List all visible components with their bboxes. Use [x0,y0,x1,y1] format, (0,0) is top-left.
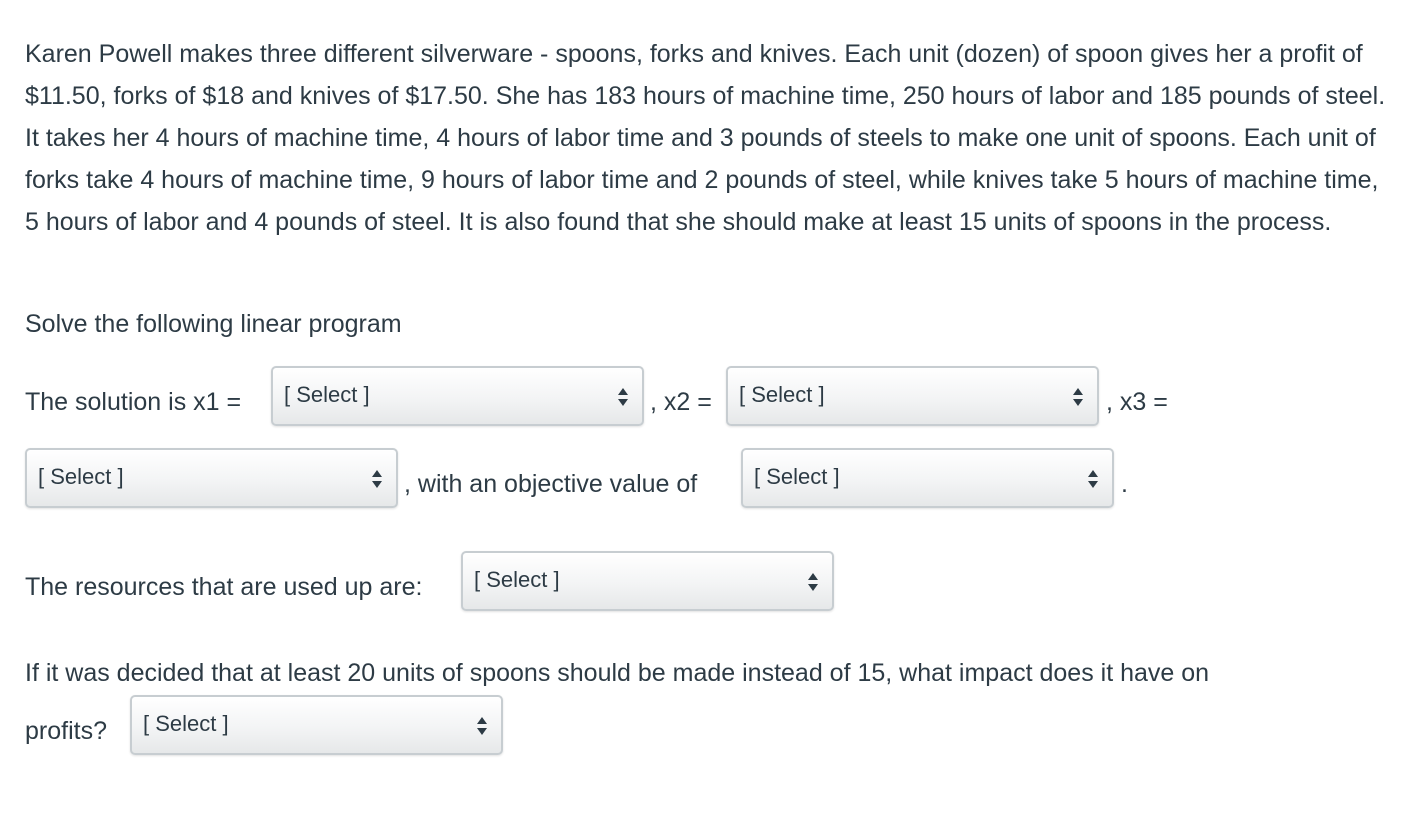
period-text: . [1121,470,1128,498]
up-down-arrows-icon [807,572,819,592]
objective-label: , with an objective value of [404,470,698,498]
resources-label: The resources that are used up are: [25,573,423,601]
up-down-arrows-icon [617,387,629,407]
up-down-arrows-icon [1087,469,1099,489]
x2-label: , x2 = [650,388,712,416]
up-down-arrows-icon [476,716,488,736]
objective-select-value: [ Select ] [754,464,840,489]
solution-prefix-label: The solution is x1 = [25,388,242,416]
objective-select[interactable] [741,448,1114,508]
resources-select[interactable] [461,551,834,611]
x2-select-value: [ Select ] [739,382,825,407]
up-down-arrows-icon [1072,387,1084,407]
impact-question-line2: profits? [25,717,107,745]
impact-select-value: [ Select ] [143,711,229,736]
impact-question-line1: If it was decided that at least 20 units of spoons should be made instead of 15, what impact does it have on [25,659,1210,687]
impact-select[interactable] [130,695,503,755]
x1-select-value: [ Select ] [284,382,370,407]
x3-select-value: [ Select ] [38,464,124,489]
up-down-arrows-icon [371,469,383,489]
x1-select[interactable] [271,366,644,426]
x2-select[interactable] [726,366,1099,426]
instruction-text: Solve the following linear program [25,310,402,338]
resources-select-value: [ Select ] [474,567,560,592]
question-paragraph: Karen Powell makes three different silverware - spoons, forks and knives. Each unit (dozen) of spoon gives her a profit of $11.50, forks of $18 and knives of $17.50. She has 183 hours of machine time, 250 hours of labor and 185 pounds of steel. It takes her 4 hours of machine time, 4 hours of labor time and 3 pounds of steels to make one unit of spoons. Each unit of forks take 4 hours of machine time, 9 hours of labor time and 2 pounds of steel, while knives take 5 hours of machine time, 5 hours of labor and 4 pounds of steel. It is also found that she should make at least 15 units of spoons in the process. [25,40,1386,236]
x3-select[interactable] [25,448,398,508]
x3-label: , x3 = [1106,388,1168,416]
